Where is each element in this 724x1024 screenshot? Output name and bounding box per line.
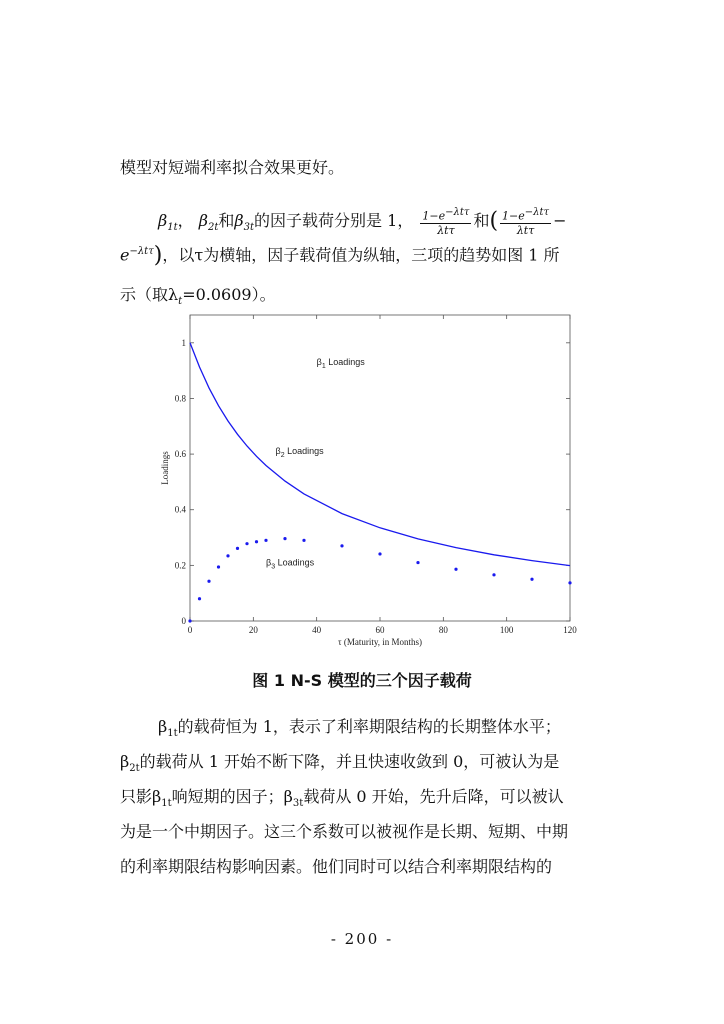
beta3-loadings-point [217, 565, 220, 568]
lambda-subscript: t [178, 296, 183, 308]
x-axis-label: τ (Maturity, in Months) [337, 637, 423, 647]
separator: ， [177, 210, 194, 230]
fraction-2-denominator: λtτ [516, 223, 535, 237]
p2-beta1-sub: 1t [167, 728, 178, 740]
text-line-3: ，以τ为横轴，因子载荷值为纵轴，三项的趋势如图 1 所 [162, 245, 560, 265]
p2-beta1: β [158, 717, 168, 736]
paragraph-line-2 [158, 206, 566, 238]
text-line-1: 模型对短端利率拟合效果更好。 [120, 158, 345, 177]
fraction-1-numerator: 1−e [422, 209, 446, 223]
y-tick-label: 0.6 [174, 449, 186, 460]
y-tick-label: 0.8 [174, 393, 186, 404]
y-tick-label: 0.4 [174, 504, 186, 515]
fraction-1 [420, 206, 471, 237]
fraction-1-denominator: λtτ [437, 223, 455, 237]
beta3-loadings-point [245, 542, 248, 545]
series-label-1: $\beta_1$ Loadings [316, 357, 365, 371]
beta3-loadings-point [492, 573, 495, 576]
p2-beta1-inline-sub: 1t [161, 798, 172, 810]
p2-text-3a: 只影 [120, 787, 153, 806]
y-tick-label: 0 [181, 616, 186, 626]
x-tick-label: 120 [563, 625, 577, 635]
series-label-2: $\beta_2$ Loadings [275, 446, 324, 460]
beta3-loadings-point [226, 554, 229, 557]
x-tick-label: 40 [312, 625, 322, 635]
p2-beta1-inline: β [152, 787, 162, 806]
beta3-loadings-point [530, 578, 533, 581]
p2-beta3-sub: 3t [292, 798, 304, 810]
beta2-subscript: 2t [208, 222, 219, 234]
paragraph2-line-2 [120, 752, 559, 779]
and-text-2: 和 [473, 210, 490, 230]
and-text: 和 [218, 210, 235, 230]
x-tick-label: 80 [438, 625, 448, 635]
text-line-4-rest: =0.0609）。 [182, 285, 276, 304]
fraction-2-numerator: 1−e [502, 209, 525, 223]
beta3-loadings-point [283, 537, 286, 540]
y-axis-label: Loadings [160, 451, 170, 485]
page-number: - 200 - [330, 930, 394, 948]
fraction-1-exponent: −λtτ [445, 207, 470, 218]
beta3-loadings-point [255, 540, 258, 543]
x-tick-label: 0 [187, 625, 193, 635]
paragraph-line-4 [120, 285, 276, 312]
beta3-loadings-point [568, 581, 571, 584]
beta3-loadings-point [236, 547, 239, 550]
p2-beta3: β [283, 787, 293, 806]
minus-sign: − [553, 210, 567, 230]
y-tick-label: 1 [181, 337, 186, 348]
p2-beta2: β [120, 752, 130, 771]
y-tick-label: 0.2 [174, 560, 186, 571]
p2-text-5: 的利率期限结构影响因素。他们同时可以结合利率期限结构的 [120, 857, 553, 876]
loading-statement: 的因子载荷分别是 1， [254, 210, 414, 230]
exp-base: e [120, 245, 130, 265]
beta1-symbol: β [158, 210, 168, 230]
beta2-symbol: β [198, 210, 208, 230]
p2-text-1: 的载荷恒为 1，表示了利率期限结构的长期整体水平； [177, 717, 561, 736]
text-line-4: 示（取λ [120, 285, 179, 304]
x-tick-label: 100 [499, 625, 514, 635]
paragraph2-line-3 [120, 787, 564, 814]
paragraph2-line-1 [158, 717, 561, 744]
p2-beta2-sub: 2t [129, 763, 140, 775]
open-paren: ( [489, 208, 499, 234]
beta3-loadings-point [378, 552, 381, 555]
close-paren: ) [153, 242, 163, 268]
loadings-chart [150, 313, 577, 647]
figure-caption: 图 1 N-S 模型的三个因子载荷 [252, 671, 472, 690]
beta3-loadings-point [188, 619, 191, 622]
beta3-loadings-point [454, 568, 457, 571]
p2-text-3c: 载荷从 0 开始，先升后降，可以被认 [303, 787, 564, 806]
beta3-loadings-point [416, 561, 419, 564]
beta3-loadings-point [302, 539, 305, 542]
beta3-symbol: β [234, 210, 244, 230]
beta3-loadings-point [264, 539, 267, 542]
p2-text-3b: 响短期的因子； [171, 787, 284, 806]
beta1-subscript: 1t [167, 222, 178, 234]
paragraph2-line-5 [120, 857, 552, 877]
p2-text-4: 为是一个中期因子。这三个系数可以被视作是长期、短期、中期 [120, 822, 569, 841]
beta3-subscript: 3t [243, 222, 255, 234]
fraction-2-exponent: −λtτ [524, 207, 550, 218]
series-label-3: $\beta_3$ Loadings [266, 557, 315, 571]
paragraph2-line-4 [120, 822, 568, 842]
beta3-loadings-point [207, 580, 210, 583]
beta2-loadings-line [190, 343, 570, 566]
fraction-2 [500, 206, 551, 237]
plot-frame [190, 315, 570, 621]
paragraph-line-1 [120, 158, 344, 178]
x-tick-label: 60 [375, 625, 385, 635]
paragraph-line-3 [120, 242, 560, 266]
exp-exponent: −λtτ [129, 246, 154, 257]
x-tick-label: 20 [248, 625, 258, 635]
beta3-loadings-point [340, 544, 343, 547]
beta3-loadings-point [198, 597, 201, 600]
p2-text-2: 的载荷从 1 开始不断下降，并且快速收敛到 0，可被认为是 [139, 752, 560, 771]
